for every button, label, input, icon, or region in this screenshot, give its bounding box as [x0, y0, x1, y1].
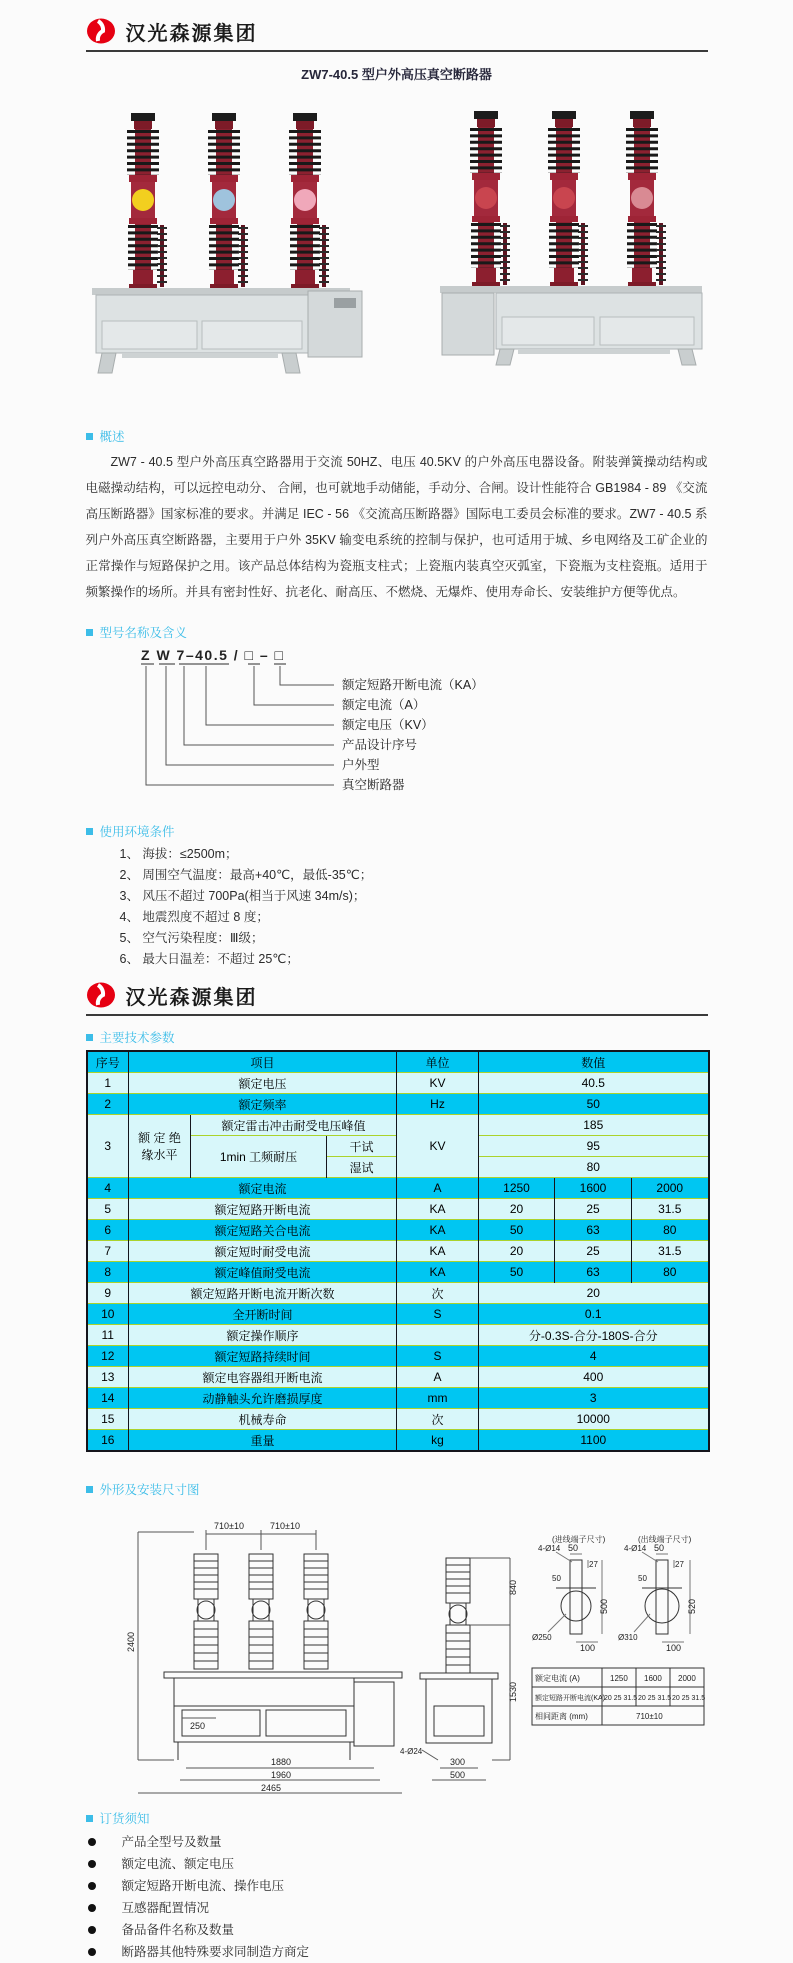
table-row	[87, 1346, 709, 1367]
order-item-label: 断路器其他特殊要求同制造方商定	[121, 1945, 310, 1959]
svg-text:500: 500	[449, 1770, 465, 1780]
param-item: 额定电压	[129, 1073, 397, 1094]
svg-text:4-Ø14: 4-Ø14	[623, 1544, 646, 1553]
svg-text:840: 840	[507, 1579, 518, 1595]
param-no: 6	[87, 1220, 129, 1241]
param-item: 重量	[129, 1430, 397, 1452]
env-list-item: 2、 周围空气温度：最高+40℃，最低-35℃；	[119, 868, 373, 882]
param-no: 11	[87, 1325, 129, 1346]
svg-text:1880: 1880	[270, 1757, 291, 1767]
param-value: 400	[479, 1367, 709, 1388]
param-no: 1	[87, 1073, 129, 1094]
section-model	[86, 623, 708, 808]
param-unit: 次	[397, 1409, 479, 1430]
param-no: 10	[87, 1304, 129, 1325]
square-bullet-icon	[86, 828, 93, 835]
svg-text:(出线端子尺寸): (出线端子尺寸)	[637, 1535, 691, 1544]
bullet-dot-icon	[88, 1860, 96, 1868]
table-row	[87, 1241, 709, 1262]
header-unit: 单位	[397, 1051, 479, 1073]
table-row	[87, 1094, 709, 1115]
bullet-dot-icon	[88, 1838, 96, 1846]
param-subitem: 湿试	[327, 1157, 397, 1178]
env-list-item: 1、 海拔：≤2500m；	[119, 847, 238, 861]
param-value: 80	[632, 1220, 709, 1241]
param-item: 额定短路关合电流	[129, 1220, 397, 1241]
param-no: 7	[87, 1241, 129, 1262]
header-item: 项目	[129, 1051, 397, 1073]
svg-text:户外型: 户外型	[341, 758, 380, 772]
svg-text:2000: 2000	[677, 1674, 696, 1683]
section-heading-label: 订货须知	[99, 1812, 150, 1826]
param-value: 3	[479, 1388, 709, 1409]
param-item: 额定电流	[129, 1178, 397, 1199]
svg-text:4-Ø14: 4-Ø14	[537, 1544, 560, 1553]
bullet-dot-icon	[88, 1948, 96, 1956]
svg-text:额定短路开断电流(KA): 额定短路开断电流(KA)	[534, 1695, 605, 1702]
svg-text:50: 50	[551, 1574, 561, 1583]
param-no: 16	[87, 1430, 129, 1452]
svg-text:520: 520	[686, 1598, 697, 1614]
param-value: 40.5	[479, 1073, 709, 1094]
table-row	[87, 1262, 709, 1283]
product-photos	[86, 99, 708, 375]
square-bullet-icon	[86, 433, 93, 440]
param-value: 4	[479, 1346, 709, 1367]
svg-text:1600: 1600	[643, 1674, 662, 1683]
param-subitem: 1min 工频耐压	[191, 1136, 327, 1178]
section-heading-label: 型号名称及含义	[99, 626, 188, 640]
svg-text:1250: 1250	[609, 1674, 628, 1683]
svg-text:50: 50	[567, 1543, 578, 1553]
section-heading-dimensions	[86, 1480, 708, 1498]
param-item: 额定短路开断电流	[129, 1199, 397, 1220]
param-no: 13	[87, 1367, 129, 1388]
param-item: 额定操作顺序	[129, 1325, 397, 1346]
section-environment	[86, 822, 708, 970]
env-list-item: 3、 风压不超过 700Pa(相当于风速 34m/s)；	[119, 889, 366, 903]
brand-name: 汉光森源集团	[125, 986, 258, 1009]
order-item-label: 额定电流、额定电压	[121, 1857, 235, 1871]
param-unit	[397, 1325, 479, 1346]
bullet-dot-icon	[88, 1882, 96, 1890]
env-list-item: 4、 地震烈度不超过 8 度；	[119, 910, 269, 924]
svg-text:710±10: 710±10	[269, 1521, 300, 1531]
param-value: 1100	[479, 1430, 709, 1452]
header-value: 数值	[479, 1051, 709, 1073]
order-list-item	[86, 1853, 708, 1875]
env-list-item: 5、 空气污染程度：Ⅲ级；	[119, 931, 264, 945]
section-heading-ordering	[86, 1809, 708, 1827]
param-value: 185	[479, 1115, 709, 1136]
table-row-insulation	[87, 1115, 709, 1136]
svg-text:4-Ø24: 4-Ø24	[399, 1747, 422, 1756]
product-photo-front	[86, 99, 388, 375]
param-unit: mm	[397, 1388, 479, 1409]
square-bullet-icon	[86, 1486, 93, 1493]
param-no: 2	[87, 1094, 129, 1115]
table-row	[87, 1367, 709, 1388]
svg-text:Ø310: Ø310	[617, 1633, 638, 1642]
svg-text:300: 300	[449, 1757, 465, 1767]
table-row	[87, 1073, 709, 1094]
param-value: 80	[479, 1157, 709, 1178]
svg-text:产品设计序号: 产品设计序号	[341, 738, 417, 752]
order-list-item	[86, 1831, 708, 1853]
param-value: 50	[479, 1262, 555, 1283]
square-bullet-icon	[86, 1815, 93, 1822]
svg-text:1530: 1530	[507, 1681, 518, 1702]
param-item: 额定短路开断电流开断次数	[129, 1283, 397, 1304]
param-value: 31.5	[632, 1241, 709, 1262]
param-unit: KV	[397, 1115, 479, 1178]
param-unit: A	[397, 1178, 479, 1199]
param-value: 20	[479, 1241, 555, 1262]
svg-text:710±10: 710±10	[213, 1521, 244, 1531]
svg-text:710±10: 710±10	[635, 1712, 663, 1721]
section-heading-label: 概述	[99, 430, 125, 444]
param-unit: KA	[397, 1262, 479, 1283]
svg-text:2400: 2400	[125, 1631, 136, 1652]
bullet-dot-icon	[88, 1904, 96, 1912]
table-row	[87, 1388, 709, 1409]
param-value: 50	[479, 1094, 709, 1115]
order-list-item	[86, 1875, 708, 1897]
param-unit: KA	[397, 1199, 479, 1220]
param-item: 额定电容器组开断电流	[129, 1367, 397, 1388]
header-no: 序号	[87, 1051, 129, 1073]
param-unit: A	[397, 1367, 479, 1388]
overview-paragraph: ZW7 - 40.5 型户外高压真空路器用于交流 50HZ、电压 40.5KV 的户外高压电器设备。附装弹簧操动结构或电磁操动结构，可以远控电动分、 合闸，也可就地手动储能，手动分、合闸。设计性能符合 GB1984 - 89 《交流高压断路器》国家标准的要求。并满足 IEC - 56 《交流高压断路器》国际电工委员会标准的要求。ZW7 - 40.5 系列户外高压真空断路器，主要用于户外 35KV 输变电系统的控制与保护，也可适用于城、乡电网络及工矿企业的正常操作与短路保护之用。该产品总体结构为瓷瓶支柱式；上瓷瓶内装真空灭弧室，下瓷瓶为支柱瓷瓶。适用于频繁操作的场所。并具有密封性好、抗老化、耐高压、不燃烧、无爆炸、使用寿命长、安装维护方便等优点。	[85, 455, 708, 599]
param-value: 25	[555, 1241, 632, 1262]
param-unit: kg	[397, 1430, 479, 1452]
param-value: 95	[479, 1136, 709, 1157]
svg-text:250: 250	[189, 1721, 205, 1731]
param-unit: KA	[397, 1220, 479, 1241]
table-row	[87, 1409, 709, 1430]
svg-text:20 25 31.5: 20 25 31.5	[671, 1695, 705, 1702]
param-item: 额定峰值耐受电流	[129, 1262, 397, 1283]
svg-text:额定电流（A）: 额定电流（A）	[341, 698, 425, 712]
svg-text:额定短路开断电流（KA）: 额定短路开断电流（KA）	[341, 678, 484, 692]
brand-logo-icon	[86, 17, 116, 45]
param-value: 63	[555, 1220, 632, 1241]
param-value: 80	[632, 1262, 709, 1283]
table-header-row	[87, 1051, 709, 1073]
param-unit: KA	[397, 1241, 479, 1262]
param-value: 50	[479, 1220, 555, 1241]
section-overview	[86, 427, 708, 605]
param-item: 额 定 绝 缘水平	[129, 1115, 191, 1178]
order-list-item	[86, 1897, 708, 1919]
param-unit: S	[397, 1304, 479, 1325]
model-code-diagram	[86, 645, 708, 803]
param-subitem: 干试	[327, 1136, 397, 1157]
param-value: 1250	[479, 1178, 555, 1199]
table-row	[87, 1199, 709, 1220]
param-value: 20	[479, 1199, 555, 1220]
param-no: 3	[87, 1115, 129, 1178]
bullet-dot-icon	[88, 1926, 96, 1934]
page-header-mid	[86, 978, 708, 1016]
section-params	[86, 1028, 708, 1452]
order-list-item	[86, 1919, 708, 1941]
order-item-label: 产品全型号及数量	[121, 1835, 222, 1849]
svg-text:50: 50	[637, 1574, 647, 1583]
svg-text:Ø250: Ø250	[531, 1633, 552, 1642]
param-no: 8	[87, 1262, 129, 1283]
param-item: 全开断时间	[129, 1304, 397, 1325]
param-unit: S	[397, 1346, 479, 1367]
svg-text:Z W 7–40.5 / □ – □: Z W 7–40.5 / □ – □	[140, 647, 285, 663]
product-photo-rear	[434, 99, 708, 367]
svg-text:27: 27	[588, 1560, 598, 1569]
param-unit: Hz	[397, 1094, 479, 1115]
table-row	[87, 1220, 709, 1241]
param-value: 20	[479, 1283, 709, 1304]
param-value: 2000	[632, 1178, 709, 1199]
section-heading-environment	[86, 822, 708, 840]
param-item: 额定短路持续时间	[129, 1346, 397, 1367]
section-heading-overview	[86, 427, 708, 445]
param-subitem: 额定雷击冲击耐受电压峰值	[191, 1115, 397, 1136]
dimension-drawing	[86, 1502, 708, 1802]
order-list-item	[86, 1941, 708, 1963]
param-value: 0.1	[479, 1304, 709, 1325]
svg-text:50: 50	[653, 1543, 664, 1553]
param-value: 10000	[479, 1409, 709, 1430]
section-heading-label: 使用环境条件	[99, 825, 175, 839]
param-no: 9	[87, 1283, 129, 1304]
table-row	[87, 1304, 709, 1325]
page-title: ZW7-40.5 型户外高压真空断路器	[301, 67, 492, 82]
section-heading-label: 主要技术参数	[99, 1031, 175, 1045]
brand-name: 汉光森源集团	[125, 22, 258, 45]
param-unit: KV	[397, 1073, 479, 1094]
section-heading-model	[86, 623, 708, 641]
section-dimensions	[86, 1480, 708, 1807]
svg-text:100: 100	[665, 1643, 681, 1653]
svg-text:真空断路器: 真空断路器	[341, 778, 405, 792]
param-value: 31.5	[632, 1199, 709, 1220]
section-heading-label: 外形及安装尺寸图	[99, 1483, 200, 1497]
svg-text:额定电压（KV）: 额定电压（KV）	[341, 718, 434, 732]
square-bullet-icon	[86, 1034, 93, 1041]
param-no: 12	[87, 1346, 129, 1367]
order-item-label: 备品备件名称及数量	[121, 1923, 235, 1937]
param-value: 分-0.3S-合分-180S-合分	[479, 1325, 709, 1346]
order-item-label: 互感器配置情况	[121, 1901, 210, 1915]
svg-text:2465: 2465	[260, 1783, 281, 1793]
param-unit: 次	[397, 1283, 479, 1304]
svg-text:1960: 1960	[270, 1770, 291, 1780]
params-table	[86, 1050, 710, 1452]
table-row	[87, 1325, 709, 1346]
svg-text:27: 27	[674, 1560, 684, 1569]
param-value: 25	[555, 1199, 632, 1220]
svg-text:20 25 31.5: 20 25 31.5	[637, 1695, 671, 1702]
svg-text:500: 500	[598, 1598, 609, 1614]
param-value: 63	[555, 1262, 632, 1283]
page-content	[86, 0, 708, 1963]
section-ordering	[86, 1809, 708, 1963]
table-row	[87, 1283, 709, 1304]
svg-text:相间距离 (mm): 相间距离 (mm)	[534, 1712, 588, 1721]
svg-text:(进线端子尺寸): (进线端子尺寸)	[551, 1535, 605, 1544]
table-row	[87, 1430, 709, 1452]
param-item: 额定频率	[129, 1094, 397, 1115]
brand-logo-icon	[86, 981, 116, 1009]
param-no: 4	[87, 1178, 129, 1199]
param-item: 动静触头允许磨损厚度	[129, 1388, 397, 1409]
svg-text:20 25 31.5: 20 25 31.5	[603, 1695, 637, 1702]
square-bullet-icon	[86, 629, 93, 636]
param-no: 15	[87, 1409, 129, 1430]
param-no: 5	[87, 1199, 129, 1220]
table-row	[87, 1178, 709, 1199]
param-item: 机械寿命	[129, 1409, 397, 1430]
order-item-label: 额定短路开断电流、操作电压	[121, 1879, 285, 1893]
param-item: 额定短时耐受电流	[129, 1241, 397, 1262]
svg-text:额定电流 (A): 额定电流 (A)	[534, 1674, 580, 1683]
env-list-item: 6、 最大日温差：不超过 25℃；	[119, 952, 299, 966]
page-header-top	[86, 14, 708, 52]
param-value: 1600	[555, 1178, 632, 1199]
param-no: 14	[87, 1388, 129, 1409]
svg-text:100: 100	[579, 1643, 595, 1653]
section-heading-params	[86, 1028, 708, 1046]
